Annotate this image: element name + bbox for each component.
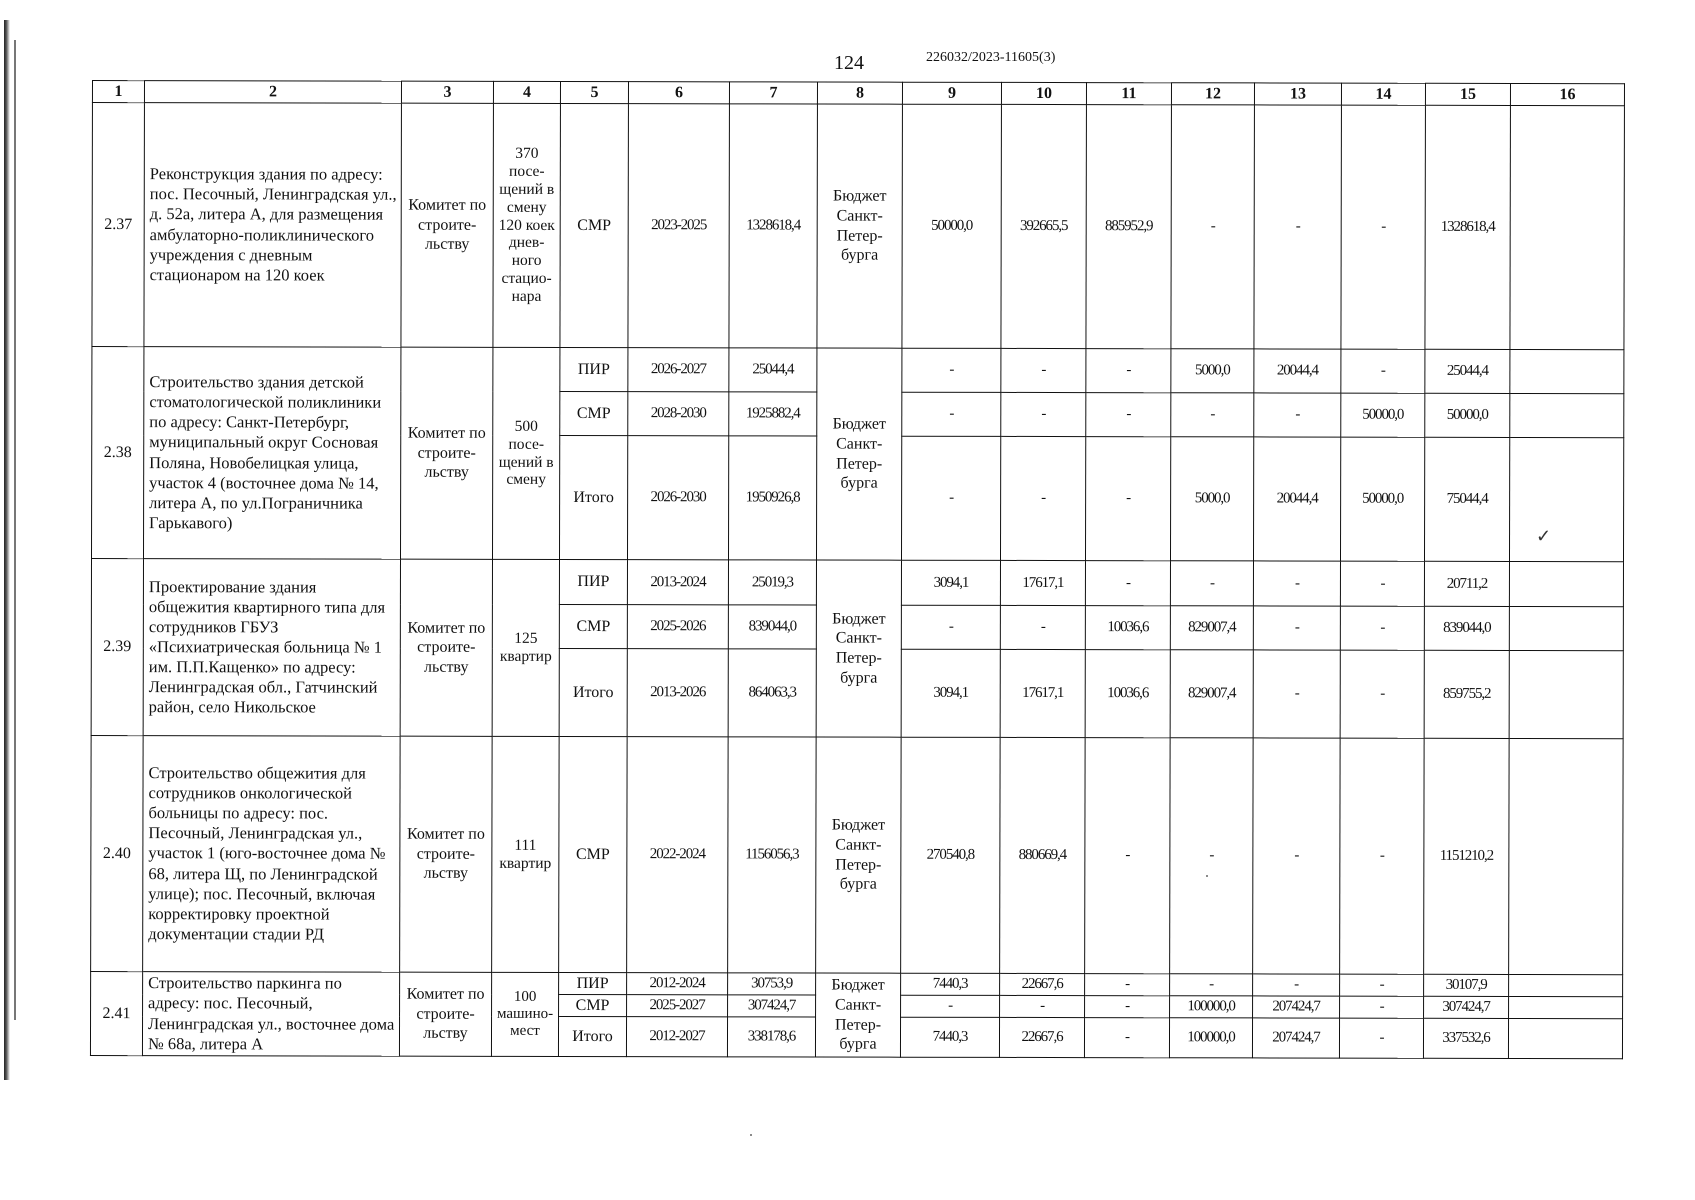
row-number: 2.37 — [92, 103, 145, 347]
value-col-14: - — [1340, 606, 1424, 650]
value-col-13: 207424,7 — [1253, 996, 1340, 1018]
value-col-14: - — [1340, 996, 1424, 1018]
col-header-8: 8 — [817, 82, 902, 104]
years: 2026-2030 — [627, 436, 728, 560]
value-col-11: - — [1085, 974, 1170, 996]
value-col-12: - — [1170, 974, 1253, 996]
value-col-9: 7440,3 — [901, 973, 1000, 995]
value-col-14: - — [1340, 650, 1424, 738]
value-col-16 — [1509, 437, 1623, 561]
value-col-11: - — [1085, 561, 1170, 606]
value-col-9: 3094,1 — [901, 560, 1000, 605]
value-col-15: 859755,2 — [1424, 650, 1509, 738]
responsible-committee: Комитет по строите-льству — [399, 972, 491, 1056]
value-col-11: - — [1086, 393, 1171, 437]
total-cost: 1328618,4 — [729, 104, 818, 348]
stage: СМР — [559, 736, 627, 972]
value-col-12: - — [1171, 105, 1255, 349]
value-col-14: - — [1340, 561, 1424, 606]
capacity: 125 квартир — [492, 559, 559, 736]
document-id: 226032/2023-11605(3) — [926, 50, 1056, 65]
col-header-1: 1 — [92, 81, 144, 103]
value-col-14: - — [1340, 738, 1424, 974]
value-col-16 — [1509, 974, 1623, 996]
col-header-12: 12 — [1171, 83, 1254, 105]
column-number-row — [92, 81, 1624, 106]
scan-edge-line — [14, 40, 16, 1020]
col-header-2: 2 — [144, 81, 401, 104]
object-name: Строительство здания детской стоматологической поликлиники по адресу: Санкт-Петербург, муниципальный округ Сосновая Поляна, Новобелицкая улица, участок 4 (восточнее дома № 14, литера А, по ул.Пограничника Гарькавого) — [143, 347, 400, 560]
row-number: 2.41 — [90, 971, 142, 1055]
value-col-12: 829007,4 — [1170, 650, 1253, 738]
value-col-9: - — [901, 995, 1000, 1017]
capacity: 370 посе-щений в смену 120 коек днев-ного стацио-нара — [493, 103, 561, 347]
stage: Итого — [558, 1016, 626, 1056]
value-col-11: 885952,9 — [1086, 105, 1172, 349]
total-cost: 1156056,3 — [728, 737, 816, 973]
value-col-9: - — [902, 392, 1001, 436]
value-col-9: 7440,3 — [900, 1017, 999, 1057]
value-col-16 — [1509, 738, 1623, 974]
years: 2025-2027 — [627, 995, 728, 1017]
years: 2012-2024 — [627, 973, 728, 995]
years: 2028-2030 — [628, 392, 729, 436]
value-col-13: - — [1254, 105, 1342, 349]
value-col-16 — [1509, 650, 1623, 738]
total-cost: 839044,0 — [728, 605, 816, 649]
value-col-13: - — [1253, 650, 1340, 738]
value-col-12: 100000,0 — [1170, 996, 1253, 1018]
value-col-15: 839044,0 — [1424, 606, 1509, 650]
capacity: 100 машино-мест — [491, 972, 558, 1056]
value-col-12: 100000,0 — [1169, 1018, 1252, 1058]
total-cost: 1950926,8 — [728, 436, 816, 560]
value-col-10: 17617,1 — [1000, 649, 1085, 737]
value-col-10: - — [1001, 392, 1086, 436]
responsible-committee: Комитет по строите-льству — [400, 559, 492, 736]
value-col-16 — [1510, 105, 1625, 349]
col-header-5: 5 — [560, 81, 628, 103]
value-col-10: 22667,6 — [999, 1017, 1084, 1057]
row-number: 2.40 — [91, 735, 143, 971]
value-col-15: 75044,4 — [1424, 437, 1509, 561]
page-number: 124 — [834, 52, 864, 74]
value-col-11: - — [1085, 738, 1170, 974]
value-col-15: 30107,9 — [1424, 974, 1509, 996]
value-col-16 — [1509, 561, 1623, 606]
value-col-11: - — [1085, 437, 1170, 561]
value-col-14: 50000,0 — [1340, 437, 1424, 561]
value-col-9: 50000,0 — [902, 104, 1002, 348]
value-col-13: - — [1253, 738, 1340, 974]
scan-speck — [750, 1134, 752, 1136]
col-header-6: 6 — [628, 82, 729, 104]
total-cost: 25019,3 — [728, 560, 816, 605]
col-header-13: 13 — [1254, 83, 1341, 105]
value-col-13: 20044,4 — [1253, 437, 1340, 561]
value-col-10: - — [1000, 995, 1085, 1017]
value-col-12: 5000,0 — [1170, 437, 1253, 561]
value-col-11: - — [1086, 349, 1171, 393]
value-col-16 — [1509, 996, 1623, 1018]
value-col-15: 20711,2 — [1424, 561, 1509, 606]
responsible-committee: Комитет по строите-льству — [400, 347, 492, 559]
value-col-15: 1328618,4 — [1425, 105, 1511, 349]
scan-speck — [1206, 875, 1208, 877]
table-row — [91, 559, 1623, 607]
value-col-13: - — [1253, 606, 1340, 650]
responsible-committee: Комитет по строите-льству — [401, 103, 494, 347]
stage: СМР — [559, 604, 627, 648]
responsible-committee: Комитет по строите-льству — [400, 736, 492, 972]
value-col-10: - — [1000, 436, 1085, 560]
object-name: Реконструкция здания по адресу: пос. Песочный, Ленинградская ул., д. 52а, литера А, для размещения амбулаторно-поликлинического учреждения с дневным стационаром на 120 коек — [144, 103, 402, 348]
value-col-14: - — [1341, 105, 1426, 349]
value-col-10: - — [1001, 348, 1086, 392]
funding-source: Бюджет Санкт-Петер-бурга — [815, 973, 900, 1057]
col-header-7: 7 — [729, 82, 817, 104]
table-row — [92, 347, 1624, 394]
funding-source: Бюджет Санкт-Петер-бурга — [816, 560, 901, 737]
value-col-16 — [1509, 606, 1623, 650]
stage: ПИР — [560, 347, 628, 391]
value-col-15: 1151210,2 — [1424, 738, 1509, 974]
value-col-9: - — [902, 348, 1001, 392]
col-header-4: 4 — [493, 81, 560, 103]
value-col-14: - — [1339, 1018, 1423, 1058]
value-col-15: 337532,6 — [1423, 1018, 1508, 1058]
table-row — [92, 103, 1625, 350]
years: 2025-2026 — [627, 605, 728, 649]
value-col-14: 50000,0 — [1341, 393, 1425, 437]
object-name: Проектирование здания общежития квартирного типа для сотрудников ГБУЗ «Психиатрическая больница № 1 им. П.П.Кащенко» по адресу: Ленинградская обл., Гатчинский район, село Никольское — [143, 559, 400, 737]
col-header-10: 10 — [1001, 82, 1086, 104]
value-col-9: - — [901, 605, 1000, 649]
years: 2012-2027 — [626, 1017, 727, 1057]
stage: Итого — [559, 648, 627, 736]
funding-source: Бюджет Санкт-Петер-бурга — [816, 737, 901, 973]
value-col-15: 50000,0 — [1425, 393, 1510, 437]
value-col-10: 17617,1 — [1000, 560, 1085, 605]
col-header-11: 11 — [1086, 83, 1171, 105]
stage: СМР — [559, 994, 627, 1016]
years: 2013-2024 — [627, 560, 728, 605]
value-col-11: - — [1085, 996, 1170, 1018]
stage: СМР — [560, 103, 629, 347]
value-col-13: 20044,4 — [1254, 349, 1341, 393]
total-cost: 1925882,4 — [729, 392, 817, 436]
col-header-3: 3 — [401, 81, 493, 103]
stage: СМР — [560, 391, 628, 435]
stage: ПИР — [559, 559, 627, 604]
row-number: 2.39 — [91, 559, 143, 736]
value-col-12: 829007,4 — [1170, 606, 1253, 650]
row-number: 2.38 — [91, 347, 143, 559]
value-col-9: 270540,8 — [901, 737, 1000, 973]
stage: Итого — [559, 435, 627, 559]
years: 2026-2027 — [628, 348, 729, 392]
total-cost: 30753,9 — [728, 973, 816, 995]
value-col-12: - — [1171, 393, 1254, 437]
value-col-16 — [1510, 393, 1624, 437]
col-header-9: 9 — [902, 82, 1001, 104]
years: 2013-2026 — [627, 649, 728, 737]
total-cost: 25044,4 — [729, 348, 817, 392]
table-row — [91, 735, 1623, 974]
value-col-13: 207424,7 — [1252, 1018, 1339, 1058]
value-col-9: - — [901, 436, 1000, 560]
funding-source: Бюджет Санкт-Петер-бурга — [817, 104, 903, 348]
value-col-9: 3094,1 — [901, 649, 1000, 737]
handwritten-check-mark: ✓ — [1536, 526, 1552, 546]
value-col-11: - — [1084, 1018, 1169, 1058]
total-cost: 864063,3 — [728, 649, 816, 737]
value-col-15: 25044,4 — [1425, 349, 1510, 393]
capacity: 500 посе-щений в смену — [492, 347, 559, 559]
funding-source: Бюджет Санкт-Петер-бурга — [816, 348, 901, 560]
total-cost: 307424,7 — [728, 995, 816, 1017]
value-col-10: 392665,5 — [1001, 104, 1087, 348]
table-row — [91, 971, 1623, 996]
capacity: 111 квартир — [492, 736, 559, 972]
value-col-16 — [1510, 349, 1624, 393]
col-header-15: 15 — [1425, 83, 1510, 105]
years: 2023-2025 — [628, 104, 730, 348]
value-col-13: - — [1253, 561, 1340, 606]
value-col-12: - — [1170, 738, 1253, 974]
value-col-15: 307424,7 — [1424, 996, 1509, 1018]
value-col-11: 10036,6 — [1085, 606, 1170, 650]
col-header-14: 14 — [1341, 83, 1425, 105]
value-col-14: - — [1341, 349, 1425, 393]
financing-table — [90, 80, 1625, 1059]
value-col-13: - — [1254, 393, 1341, 437]
value-col-16 — [1508, 1018, 1622, 1058]
value-col-14: - — [1340, 974, 1424, 996]
value-col-12: - — [1170, 561, 1253, 606]
stage: ПИР — [559, 972, 627, 994]
scan-edge-shadow — [4, 20, 10, 1080]
value-col-13: - — [1253, 974, 1340, 996]
col-header-16: 16 — [1510, 83, 1624, 105]
object-name: Строительство паркинга по адресу: пос. Песочный, Ленинградская ул., восточнее дома № 68а, литера А — [142, 972, 399, 1057]
value-col-12: 5000,0 — [1171, 349, 1254, 393]
value-col-11: 10036,6 — [1085, 650, 1170, 738]
object-name: Строительство общежития для сотрудников онкологической больницы по адресу: пос. Песочный, Ленинградская ул., участок 1 (юго-восточнее дома № 68, литера Щ, по Ленинградской улице); пос. Песочный, включая корректировку проектной документации стадии РД — [143, 736, 400, 973]
value-col-10: 22667,6 — [1000, 973, 1085, 995]
total-cost: 338178,6 — [727, 1017, 815, 1057]
value-col-10: 880669,4 — [1000, 737, 1085, 973]
value-col-10: - — [1000, 605, 1085, 649]
years: 2022-2024 — [627, 737, 728, 973]
